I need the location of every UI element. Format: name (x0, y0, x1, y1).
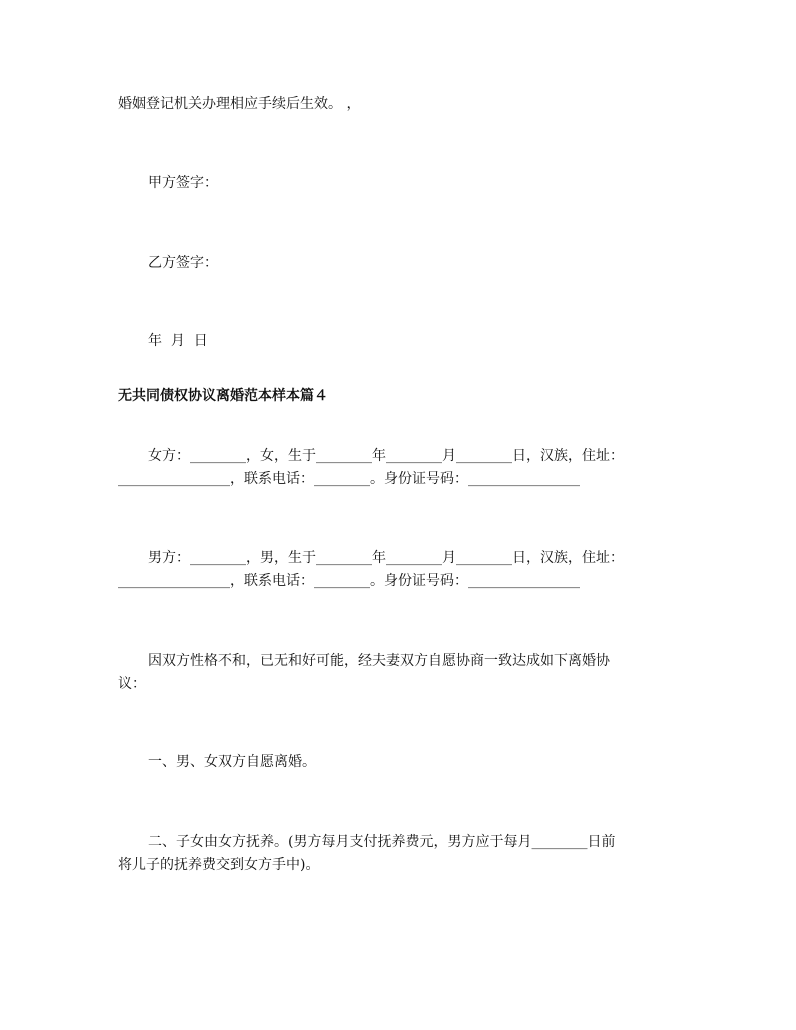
signature-party-a: 甲方签字： (148, 175, 218, 191)
intro-line2: 议： (118, 676, 146, 692)
signature-party-b: 乙方签字： (148, 255, 218, 271)
clause-1: 一、男、女双方自愿离婚。 (148, 754, 316, 770)
female-info-line2: ________________，联系电话：________。身份证号码：________________ (118, 471, 580, 487)
closing-line: 婚姻登记机关办理相应手续后生效。 ， (118, 96, 361, 112)
male-info-line1: 男方：________，男，生于________年________月________日，汉族，住址： (148, 550, 624, 566)
date-line: 年 月 日 (148, 333, 208, 349)
clause-2-line1: 二、子女由女方抚养。(男方每月支付抚养费元，男方应于每月________日前 (148, 834, 616, 850)
female-info-line1: 女方：________，女，生于________年________月________日，汉族，住址： (148, 448, 624, 464)
section-title: 无共同债权协议离婚范本样本篇４ (118, 388, 328, 404)
male-info-line2: ________________，联系电话：________。身份证号码：________________ (118, 573, 580, 589)
intro-line1: 因双方性格不和，已无和好可能，经夫妻双方自愿协商一致达成如下离婚协 (148, 653, 610, 669)
clause-2-line2: 将儿子的抚养费交到女方手中)。 (118, 857, 320, 873)
